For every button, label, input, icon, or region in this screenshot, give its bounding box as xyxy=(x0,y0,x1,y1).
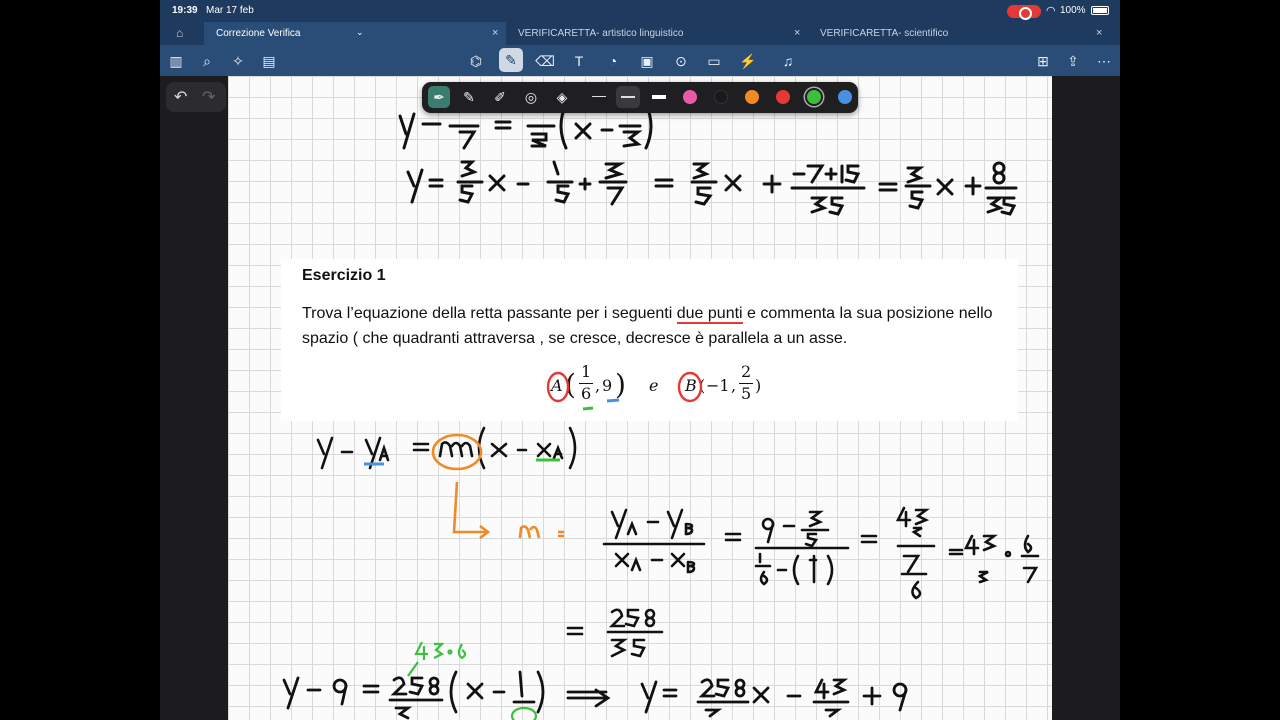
exercise-text-underlined: due punti xyxy=(676,305,743,322)
battery-percentage: 100% xyxy=(1060,5,1086,16)
notebook-page[interactable] xyxy=(228,76,1052,720)
share-icon[interactable]: ⇪ xyxy=(1067,53,1079,69)
exercise-text-part1: Trova l’equazione della retta passante per i seguenti xyxy=(302,305,677,322)
exercise-text-part2: e commenta la sua posizione nello spazio ( che quadranti attraversa , se cresce, decresce è parallela a un asse. xyxy=(302,305,993,347)
handwritten-formula xyxy=(318,428,575,468)
color-swatch-blue[interactable] xyxy=(838,90,852,104)
arrow-to-m xyxy=(454,482,488,538)
scan-icon[interactable]: ⊙ xyxy=(675,53,687,69)
pen-icon[interactable]: ✎ xyxy=(499,48,523,72)
color-swatch-pink[interactable] xyxy=(683,90,697,104)
close-tab-icon[interactable]: × xyxy=(1096,27,1103,39)
point-a-x-num: 1 xyxy=(581,362,592,381)
paren: ) xyxy=(615,368,626,401)
color-swatch-red[interactable] xyxy=(776,90,790,104)
red-circle-a xyxy=(548,373,568,401)
eraser-icon[interactable]: ⌫ xyxy=(535,53,555,69)
home-icon[interactable]: ⌂ xyxy=(176,26,184,40)
screen-recording-icon[interactable] xyxy=(1007,5,1041,18)
handwritten-m-equals xyxy=(520,526,564,538)
lasso-icon[interactable]: ⌬ xyxy=(469,53,483,69)
stroke-medium[interactable] xyxy=(621,96,635,98)
close-tab-icon[interactable]: × xyxy=(794,27,801,39)
color-swatch-black[interactable] xyxy=(714,90,728,104)
green-circle-six xyxy=(512,708,536,720)
status-time: 19:39 xyxy=(172,5,198,16)
image-icon[interactable]: ▣ xyxy=(640,53,654,69)
comma: , xyxy=(731,376,737,395)
color-swatch-orange[interactable] xyxy=(745,90,759,104)
close-tab-icon[interactable]: × xyxy=(492,27,499,39)
brush-pen-icon[interactable]: ✐ xyxy=(494,89,506,105)
point-a-label: A xyxy=(551,376,563,395)
exercise-box xyxy=(281,259,1018,421)
shapes-icon[interactable]: ◔ xyxy=(608,53,618,69)
ipad-screen xyxy=(160,0,1120,720)
point-b-y-num: 2 xyxy=(741,362,752,381)
redo-icon[interactable]: ↷ xyxy=(202,89,216,106)
tab-verificaretta-scientifico[interactable] xyxy=(808,22,1110,45)
handwritten-result xyxy=(568,610,662,656)
ballpoint-pen-icon[interactable]: ✎ xyxy=(463,89,475,105)
pen-settings-icon[interactable]: ◎ xyxy=(524,89,538,105)
document-tab-bar xyxy=(160,22,1120,45)
blue-underline-a xyxy=(607,400,619,401)
main-toolbar xyxy=(160,45,1120,76)
green-underline-a xyxy=(583,408,593,409)
fountain-pen-icon[interactable]: ✒ xyxy=(428,86,450,108)
point-b-label: B xyxy=(685,376,697,395)
comma: , xyxy=(595,376,601,395)
point-a-x-den: 6 xyxy=(581,384,592,403)
search-icon[interactable]: ⌕ xyxy=(203,53,211,69)
exercise-title: Esercizio 1 xyxy=(302,267,386,284)
paren: ( xyxy=(565,368,576,401)
battery-icon xyxy=(1091,6,1109,15)
undo-redo-group xyxy=(166,82,226,112)
tab-label: Correzione Verifica xyxy=(216,28,301,39)
microphone-icon[interactable]: ♫ xyxy=(782,53,794,69)
document-icon[interactable]: ▤ xyxy=(262,53,276,69)
exercise-annotations xyxy=(281,259,1018,421)
tab-verificaretta-artistico[interactable] xyxy=(506,22,808,45)
laser-icon[interactable]: ⚡ xyxy=(739,53,757,69)
point-b-x: −1 xyxy=(706,376,730,395)
more-icon[interactable]: ⋯ xyxy=(1097,53,1111,69)
stroke-thin[interactable] xyxy=(592,96,606,97)
sticky-note-icon[interactable]: ▭ xyxy=(707,53,721,69)
add-page-icon[interactable]: ⊞ xyxy=(1037,53,1049,69)
paren: ) xyxy=(755,376,762,395)
status-date: Mar 17 feb xyxy=(206,5,254,16)
ai-icon[interactable]: ✧ xyxy=(232,53,244,69)
paren: ( xyxy=(699,376,706,395)
right-margin xyxy=(1052,76,1120,720)
tab-label: VERIFICARETTA- scientifico xyxy=(820,28,949,39)
handwritten-final-line xyxy=(284,672,906,718)
handwritten-slope xyxy=(604,508,1038,598)
stroke-thick[interactable] xyxy=(652,95,666,99)
point-a-y: 9 xyxy=(602,376,613,395)
text-icon[interactable]: T xyxy=(574,53,584,69)
favorites-icon[interactable]: ◈ xyxy=(556,89,568,105)
color-swatch-green[interactable] xyxy=(807,90,821,104)
chevron-down-icon[interactable]: ⌄ xyxy=(356,27,364,37)
tab-correzione-verifica[interactable] xyxy=(204,22,506,45)
tab-label: VERIFICARETTA- artistico linguistico xyxy=(518,28,684,39)
conjunction: e xyxy=(649,376,659,395)
sidebar-icon[interactable]: ▥ xyxy=(169,53,183,69)
point-b-y-den: 5 xyxy=(741,384,752,403)
red-circle-b xyxy=(679,373,701,401)
undo-icon[interactable]: ↶ xyxy=(174,89,188,106)
wifi-icon: ◠ xyxy=(1046,5,1056,17)
status-bar xyxy=(160,0,1120,22)
handwritten-line-2 xyxy=(408,162,1016,214)
pen-palette xyxy=(422,82,858,113)
